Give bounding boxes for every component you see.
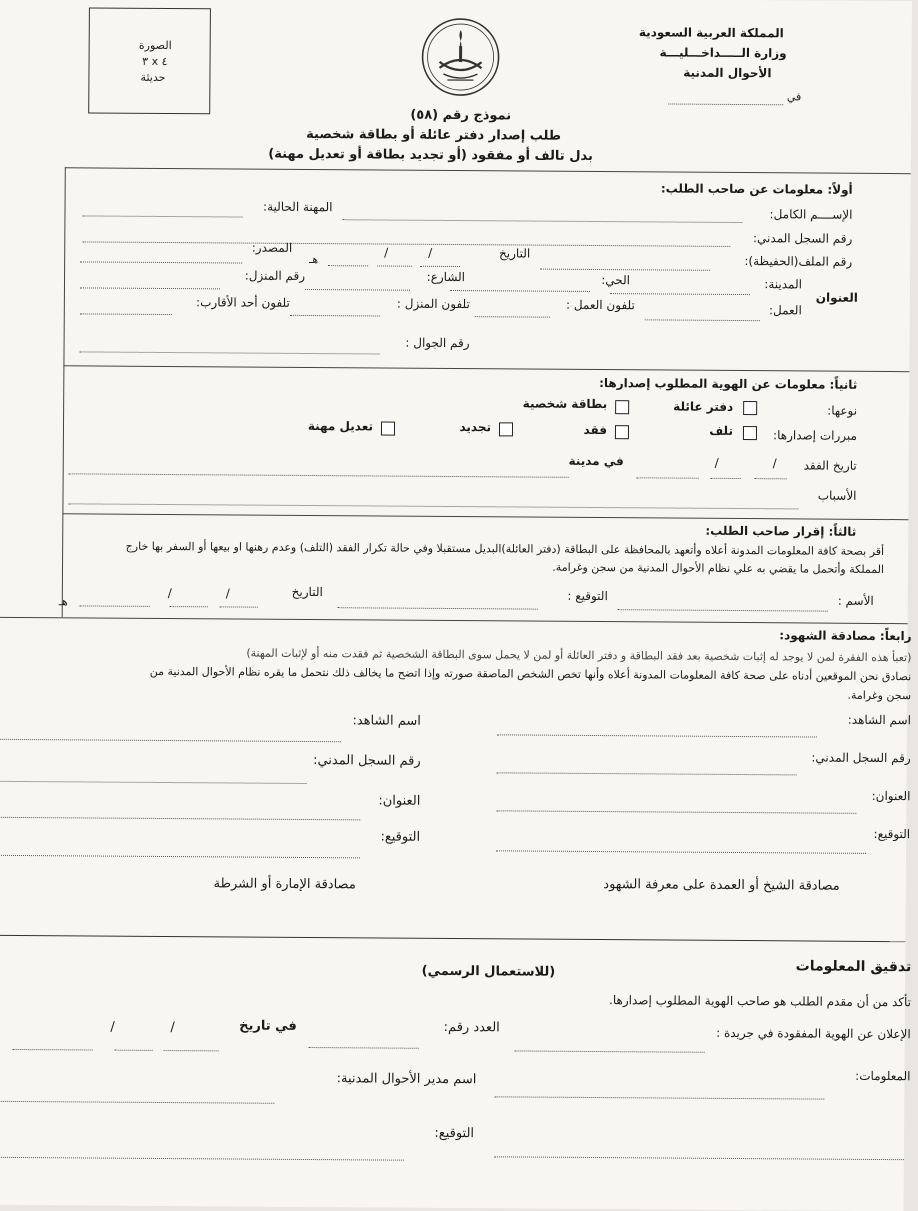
civil-reg-field[interactable] — [82, 241, 730, 247]
witness1-signature-field[interactable] — [496, 850, 866, 854]
declaration-slash-2: / — [167, 586, 172, 601]
district-label: الحي: — [601, 273, 631, 288]
witness1-signature-label: التوقيع: — [873, 826, 911, 842]
full-name-label: الإســــم الكامل: — [769, 207, 853, 222]
declaration-year-field[interactable] — [80, 605, 150, 606]
house-no-label: رقم المنزل: — [244, 268, 306, 283]
sheikh-approval: مصادقة الشيخ أو العمدة على معرفة الشهود — [603, 877, 840, 894]
witness1-address-field[interactable] — [496, 810, 856, 814]
declaration-hijri-label: هـ — [58, 595, 68, 609]
director-signature-field[interactable] — [0, 1157, 404, 1161]
photo-recent: حديثة — [140, 70, 166, 84]
announce-label: الإعلان عن الهوية المفقودة في جريدة : — [716, 1025, 911, 1042]
witness2-civil-field[interactable] — [0, 781, 307, 784]
job-edit-label: تعديل مهنة — [307, 418, 374, 434]
causes-field[interactable] — [68, 503, 798, 509]
source-field[interactable] — [80, 261, 242, 263]
loss-slash-1: / — [772, 456, 777, 471]
witness2-name-field[interactable] — [0, 739, 341, 742]
damaged-label: تلف — [709, 423, 734, 438]
city-label: المدينة: — [764, 277, 803, 292]
full-name-field[interactable] — [342, 219, 742, 223]
form-subtitle: بدل تالف أو مفقود (أو تجديد بطاقة أو تعديل مهنة) — [268, 146, 593, 164]
declaration-text-2: المملكة وأتحمل ما يقضي به علي نظام الأحوال المدنية من سجن وغرامة. — [552, 560, 885, 577]
director-field[interactable] — [0, 1101, 274, 1104]
section1-heading: أولاً: معلومات عن صاحب الطلب: — [660, 181, 853, 197]
loss-slash-2: / — [714, 455, 719, 470]
reasons-label: مبررات إصدارها: — [773, 428, 858, 443]
current-job-field[interactable] — [82, 215, 242, 217]
current-job-label: المهنة الحالية: — [263, 199, 333, 215]
mobile-label: رقم الجوال : — [405, 335, 470, 351]
source-label: المصدر: — [251, 240, 293, 255]
lost-checkbox[interactable] — [615, 425, 629, 439]
street-field[interactable] — [305, 289, 410, 291]
frame-left-line — [62, 167, 66, 617]
witness2-signature-label: التوقيع: — [380, 829, 421, 845]
renewal-checkbox[interactable] — [499, 422, 513, 436]
witness2-address-field[interactable] — [0, 817, 360, 821]
witness1-civil-field[interactable] — [497, 772, 797, 775]
date-slash-2: / — [384, 245, 389, 260]
section5-heading: تدقيق المعلومات — [795, 958, 912, 976]
issue-month-field[interactable] — [115, 1050, 153, 1051]
in-field[interactable] — [668, 104, 783, 106]
declaration-day-field[interactable] — [220, 606, 258, 607]
file-no-label: رقم الملف(الحفيظة): — [744, 254, 853, 269]
loss-month-field[interactable] — [711, 478, 741, 479]
relative-phone-field[interactable] — [80, 313, 172, 315]
photo-box — [88, 7, 211, 114]
loss-year-field[interactable] — [637, 477, 699, 478]
info-field-extra[interactable] — [494, 1156, 904, 1160]
declaration-date-label: التاريخ — [291, 584, 323, 600]
info-field[interactable] — [494, 1096, 824, 1099]
country-name: المملكة العربية السعودية — [638, 25, 784, 41]
id-card-label: بطاقة شخصية — [522, 396, 608, 412]
mobile-field[interactable] — [80, 351, 380, 354]
issue-year-field[interactable] — [13, 1049, 93, 1051]
witness2-signature-field[interactable] — [0, 855, 360, 859]
ministry-name: وزارة الـــــداخـــليـــة — [659, 45, 787, 61]
date-year-field[interactable] — [328, 265, 368, 266]
in-label: في — [786, 90, 802, 104]
section3-heading: ثالثاً: إقرار صاحب الطلب: — [705, 523, 857, 539]
form-title: طلب إصدار دفتر عائلة أو بطاقة شخصية — [306, 126, 562, 144]
section4-divider — [0, 935, 905, 942]
section2-divider — [62, 513, 908, 520]
work-field[interactable] — [645, 319, 760, 321]
declaration-signature-field[interactable] — [338, 607, 538, 609]
official-use-label: (للاستعمال الرسمي) — [421, 963, 556, 980]
header — [0, 0, 912, 164]
district-field[interactable] — [450, 290, 590, 292]
job-edit-checkbox[interactable] — [381, 422, 395, 436]
type-label: نوعها: — [827, 403, 858, 418]
loss-day-field[interactable] — [755, 478, 787, 479]
family-book-checkbox[interactable] — [743, 401, 757, 415]
frame-top-line — [65, 167, 911, 174]
issue-no-label: العدد رقم: — [443, 1019, 500, 1036]
work-phone-label: تلفون العمل : — [565, 297, 635, 313]
declaration-name-field[interactable] — [618, 609, 828, 611]
witness-note: (تعبأ هذه الفقرة لمن لا يوجد له إثبات شخصية بعد فقد البطاقة و دفتر العائلة أو لمن لا يحمل سوى البطاقة الشخصية ثم فقدت منه أو لإثبات المهنة) — [246, 646, 912, 665]
civil-reg-label: رقم السجل المدني: — [752, 231, 853, 246]
relative-phone-label: تلفون أحد الأقارب: — [196, 295, 290, 310]
section3-divider — [0, 617, 908, 624]
director-signature-label: التوقيع: — [434, 1125, 475, 1142]
home-phone-label: تلفون المنزل : — [396, 296, 470, 312]
section1-divider — [63, 365, 909, 372]
issue-day-field[interactable] — [164, 1050, 219, 1051]
causes-label: الأسباب — [817, 488, 857, 503]
declaration-slash-1: / — [225, 586, 230, 601]
witness1-name-label: اسم الشاهد: — [847, 712, 912, 728]
witness-text-2: سجن وغرامة. — [847, 688, 912, 703]
on-date-label: في تاريخ — [239, 1018, 297, 1034]
hijri-label: هـ — [309, 253, 319, 267]
date-label: التاريخ — [499, 246, 531, 261]
newspaper-field[interactable] — [515, 1050, 705, 1052]
loss-city-field[interactable] — [69, 473, 569, 477]
witness1-civil-label: رقم السجل المدني: — [811, 750, 911, 766]
id-card-checkbox[interactable] — [615, 400, 629, 414]
section4-heading: رابعاً: مصادقة الشهود: — [779, 628, 912, 644]
renewal-label: تجديد — [459, 420, 492, 435]
witness2-address-label: العنوان: — [378, 793, 421, 809]
date-month-field[interactable] — [377, 265, 412, 266]
work-label: العمل: — [768, 303, 802, 318]
issue-slash-2: / — [110, 1019, 115, 1035]
lost-label: فقد — [583, 422, 608, 438]
house-no-field[interactable] — [80, 287, 220, 289]
issue-slash-1: / — [170, 1020, 175, 1036]
saudi-emblem-icon — [419, 16, 502, 99]
witness1-name-field[interactable] — [497, 734, 817, 737]
declaration-name-label: الأسم : — [837, 593, 874, 608]
declaration-month-field[interactable] — [170, 606, 208, 607]
file-no-field[interactable] — [540, 269, 710, 271]
date-day-field[interactable] — [420, 266, 460, 267]
section2-heading: ثانياً: معلومات عن الهوية المطلوب إصدارها: — [599, 376, 858, 392]
witness2-civil-label: رقم السجل المدني: — [313, 753, 421, 769]
director-label: اسم مدير الأحوال المدنية: — [336, 1071, 477, 1088]
address-label: العنوان — [815, 290, 858, 305]
department-name: الأحوال المدنية — [683, 65, 772, 81]
work-phone-field[interactable] — [475, 316, 550, 318]
issue-no-field[interactable] — [309, 1047, 419, 1049]
photo-label: الصورة — [138, 38, 172, 53]
street-label: الشارع: — [426, 269, 466, 285]
in-city-label: في مدينة — [568, 453, 624, 469]
info-label: المعلومات: — [855, 1068, 911, 1084]
witness1-address-label: العنوان: — [871, 788, 911, 804]
home-phone-field[interactable] — [290, 315, 380, 317]
verification-text: تأكد من أن مقدم الطلب هو صاحب الهوية المطلوب إصدارها. — [609, 993, 912, 1010]
city-field[interactable] — [610, 293, 750, 295]
date-slash-1: / — [428, 245, 433, 260]
declaration-text-1: أقر بصحة كافة المعلومات المدونة أعلاه وأتعهد بالمحافظة على البطاقة (دفتر العائلة)البديل مستقبلا وفي حالة تكرار الفقد (التلف) وعدم رهنها او بيعها أو السفر بها خارج — [125, 539, 885, 559]
emirate-approval: مصادقة الإمارة أو الشرطة — [213, 876, 356, 893]
form-number: نموذج رقم (٥٨) — [410, 107, 512, 124]
witness2-name-label: اسم الشاهد: — [352, 713, 422, 729]
damaged-checkbox[interactable] — [743, 426, 757, 440]
witness-text-1: نصادق نحن الموقعين أدناه على صحة كافة المعلومات المدونة أعلاه وأنها تخص الشخص الماصقة صورته وإذا اتضح ما يخالف ذلك نتحمل ما يقره نظام الأحوال المدنية من — [149, 664, 912, 684]
declaration-signature-label: التوقيع : — [567, 588, 608, 604]
family-book-label: دفتر عائلة — [673, 399, 734, 414]
photo-size: ٣ x ٤ — [142, 54, 168, 69]
loss-date-label: تاريخ الفقد — [803, 458, 857, 473]
